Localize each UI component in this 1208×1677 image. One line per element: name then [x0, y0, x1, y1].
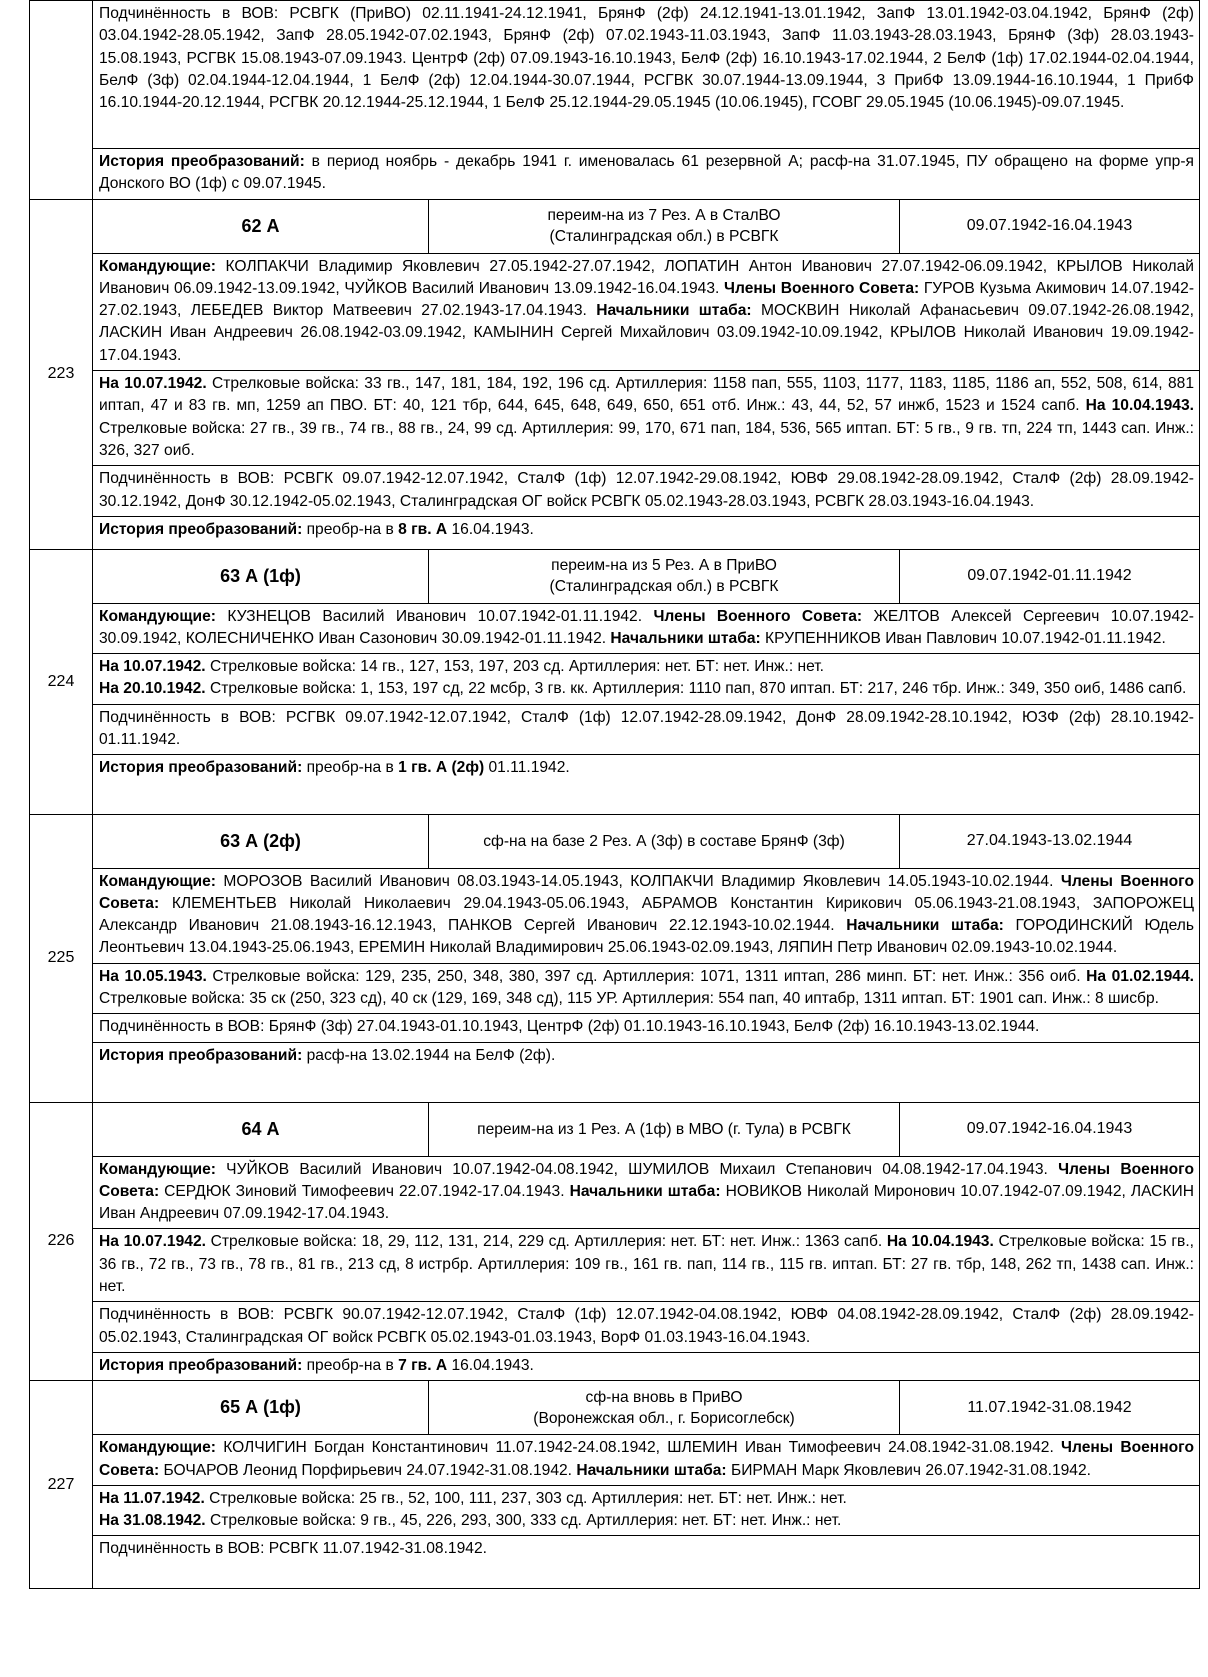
- army-origin: [429, 200, 900, 254]
- council-label: Члены Военного Совета:: [99, 872, 1194, 912]
- row-number: 223: [30, 199, 93, 549]
- subordination-text: Подчинённость в ВОВ: РСВГК (ПриВО) 02.11.1941-24.12.1941, БрянФ (2ф) 24.12.1941-13.01.1942, ЗапФ 13.01.1942-03.04.1942, БрянФ (2ф) 03.04.1942-28.05.1942, ЗапФ 28.05.1942-07.02.1943, БрянФ (2ф) 07.02.1943-11.03.1943, ЗапФ 11.03.1943-28.03.1943, БрянФ (3ф) 28.03.1943-15.08.1943, РСГВК 15.08.1943-07.09.1943. ЦентрФ (2ф) 07.09.1943-16.10.1943, БелФ (2ф) 16.10.1943-17.02.1944, 2 БелФ (1ф) 17.02.1944-02.04.1944, БелФ (3ф) 02.04.1944-12.04.1944, 1 БелФ (2ф) 12.04.1944-30.07.1944, РСГВК 30.07.1944-13.09.1944, 3 ПрибФ 13.09.1944-16.10.1944, 1 ПрибФ 16.10.1944-20.12.1944, РСГВК 20.12.1944-25.12.1944, 1 БелФ 25.12.1944-29.05.1945 (10.06.1945), ГСОВГ 29.05.1945 (10.06.1945)-09.07.1945.: [93, 1, 1199, 149]
- staff-label: Начальники штаба:: [596, 302, 752, 320]
- army-origin: [429, 1381, 900, 1435]
- composition-value: Стрелковые войска: 1, 153, 197 сд, 22 мсбр, 3 гв. кк. Артиллерия: 1110 пап, 870 иптап. БТ: 217, 246 тбр. Инж.: 349, 350 оиб, 1486 сапб.: [205, 680, 1187, 698]
- history-text: [93, 149, 1199, 199]
- staff-value: ГОРОДИНСКИЙ Юдель Леонтьевич 13.04.1943-25.06.1943, ЕРЕМИН Николай Владимирович 25.06.1943-02.09.1943, ЛЯПИН Петр Иванович 02.09.1943-10.02.1944.: [99, 917, 1195, 957]
- row-body: [93, 1102, 1200, 1381]
- staff-value: НОВИКОВ Николай Миронович 10.07.1942-07.09.1942, ЛАСКИН Иван Андреевич 07.09.1942-17.04.1943.: [99, 1182, 1194, 1223]
- commanders-value: КОЛПАКЧИ Владимир Яковлевич 27.05.1942-27.07.1942, ЛОПАТИН Антон Иванович 27.07.1942-06.09.1942, КРЫЛОВ Николай Иванович 06.09.1942-13.09.1942, ЧУЙКОВ Василий Иванович 13.09.1942-16.04.1943.: [99, 257, 1194, 297]
- commanders-text: [93, 869, 1199, 964]
- composition-value: Стрелковые войска: 129, 235, 250, 348, 380, 397 сд. Артиллерия: 1071, 1311 иптап, 286 минп. БТ: нет. Инж.: 356 оиб.: [206, 967, 1087, 985]
- army-origin-line: (Сталинградская обл.) в РСВГК: [549, 578, 779, 596]
- staff-label: Начальники штаба:: [846, 917, 1004, 935]
- army-header: [93, 815, 1199, 869]
- history-text: [93, 755, 1199, 782]
- army-dates: 09.07.1942-16.04.1943: [966, 217, 1133, 235]
- history-target: 7 гв. А: [398, 1356, 448, 1374]
- staff-label: Начальники штаба:: [576, 1461, 727, 1479]
- army-origin-line: переим-на из 7 Рез. А в СталВО: [547, 207, 781, 225]
- army-dates: 27.04.1943-13.02.1944: [966, 832, 1133, 850]
- table-row: [30, 1381, 1200, 1589]
- army-origin-line: переим-на из 1 Рез. А (1ф) в МВО (г. Тула) в РСВГК: [477, 1120, 851, 1138]
- subordination-text: Подчинённость в ВОВ: РСГВК 09.07.1942-12.07.1942, СталФ (1ф) 12.07.1942-28.09.1942, ДонФ 28.09.1942-28.10.1942, ЮЗФ (2ф) 28.10.1942-01.11.1942.: [93, 705, 1199, 756]
- subordination-text: Подчинённость в ВОВ: РСВГК 90.07.1942-12.07.1942, СталФ (1ф) 12.07.1942-04.08.1942, ЮВФ 04.08.1942-28.09.1942, СталФ (2ф) 28.09.1942-05.02.1943, Сталинградская ОГ войск РСВГК 05.02.1943-01.03.1943, ВорФ 01.03.1943-16.04.1943.: [93, 1302, 1199, 1353]
- army-name: 65 А (1ф): [93, 1381, 429, 1435]
- composition-value: Стрелковые войска: 33 гв., 147, 181, 184, 192, 196 сд. Артиллерия: 1158 пап, 555, 1103, 1177, 1183, 1185, 1186 ап, 552, 508, 614, 881 иптап, 47 и 83 гв. мп, 1259 ап ПВО. БТ: 40, 121 тбр, 644, 645, 648, 649, 650, 651 отб. Инж.: 43, 44, 52, 57 инжб, 1523 и 1524 сапб.: [99, 375, 1194, 415]
- row-body: [93, 199, 1200, 549]
- commanders-text: [93, 254, 1199, 371]
- composition-line: [99, 1510, 1194, 1532]
- composition-value: Стрелковые войска: 15 гв., 36 гв., 72 гв., 73 гв., 78 гв., 81 гв., 213 сд, 8 истрбр. Артиллерия: 109 гв., 161 гв. пап, 114 гв., 115 гв. иптап. БТ: 27 гв. тбр, 148, 262 тп, 1438 сап. Инж.: нет.: [99, 1233, 1195, 1296]
- history-value: 16.04.1943.: [447, 1356, 534, 1374]
- council-value: КЛЕМЕНТЬЕВ Николай Николаевич 29.04.1943-05.06.1943, АБРАМОВ Константин Кирикович 05.06.1943-21.08.1943, ЗАПОРОЖЕЦ Александр Иванович 21.08.1943-16.12.1943, ПАНКОВ Сергей Иванович 22.12.1943-10.02.1944.: [99, 894, 1194, 935]
- commanders-text: [93, 1157, 1199, 1230]
- commanders-label: Командующие:: [99, 1160, 216, 1178]
- council-label: Члены Военного Совета:: [653, 607, 863, 625]
- army-origin-line: (Сталинградская обл.) в РСВГК: [549, 228, 779, 246]
- army-origin-line: сф-на вновь в ПриВО: [585, 1388, 743, 1406]
- history-text: [93, 517, 1199, 544]
- table-row: [30, 1102, 1200, 1381]
- row-number: 225: [30, 814, 93, 1102]
- army-name: 63 А (1ф): [93, 550, 429, 604]
- row-body: [93, 814, 1200, 1102]
- history-value: 16.04.1943.: [447, 520, 534, 538]
- history-target: 1 гв. А (2ф): [398, 759, 485, 777]
- army-name: 63 А (2ф): [93, 815, 429, 869]
- row-number: 227: [30, 1381, 93, 1589]
- commanders-label: Командующие:: [99, 607, 216, 625]
- history-value: 01.11.1942.: [484, 759, 570, 777]
- row-number-cell: [30, 1, 93, 200]
- row-body: [93, 1, 1200, 200]
- composition-value: Стрелковые войска: 14 гв., 127, 153, 197, 203 сд. Артиллерия: нет. БТ: нет. Инж.: нет.: [205, 658, 824, 676]
- army-header: [93, 200, 1199, 254]
- composition-date: На 01.02.1944.: [1086, 967, 1194, 985]
- history-value: в период ноябрь - декабрь 1941 г. именовалась 61 резервной А; расф-на 31.07.1945, ПУ обращено на форме упр-я Донского ВО (1ф) с 09.07.1945.: [99, 153, 1194, 193]
- table-row: [30, 199, 1200, 549]
- composition-text: [93, 1229, 1199, 1302]
- composition-value: Стрелковые войска: 35 ск (250, 323 сд), 40 ск (129, 169, 348 сд), 115 УР. Артиллерия: 554 пап, 40 иптабр, 1311 иптап. БТ: 1901 сап. Инж.: 8 шисбр.: [99, 990, 1159, 1008]
- commanders-label: Командующие:: [99, 257, 216, 275]
- composition-date: На 20.10.1942.: [99, 680, 206, 698]
- army-dates: 11.07.1942-31.08.1942: [967, 1398, 1132, 1416]
- composition-text: [93, 654, 1199, 705]
- composition-text: [93, 1486, 1199, 1537]
- army-origin-line: переим-на из 5 Рез. А в ПриВО: [551, 557, 777, 575]
- staff-value: БИРМАН Марк Яковлевич 26.07.1942-31.08.1942.: [726, 1461, 1091, 1479]
- history-target: 8 гв. А: [398, 520, 448, 538]
- history-value: преобр-на в: [302, 1356, 399, 1374]
- table-row: [30, 1, 1200, 200]
- row-body: [93, 549, 1200, 814]
- commanders-label: Командующие:: [99, 872, 216, 890]
- commanders-value: КУЗНЕЦОВ Василий Иванович 10.07.1942-01.11.1942.: [215, 607, 654, 625]
- army-origin: [429, 815, 900, 869]
- subordination-text: Подчинённость в ВОВ: РСВГК 11.07.1942-31.08.1942.: [99, 1540, 487, 1558]
- army-name: 62 А: [93, 200, 429, 254]
- commanders-text: [93, 604, 1199, 655]
- composition-line: [99, 1488, 1194, 1510]
- table-row: [30, 814, 1200, 1102]
- history-label: История преобразований:: [99, 1356, 303, 1374]
- staff-label: Начальники штаба:: [569, 1182, 721, 1200]
- council-label: Члены Военного Совета:: [724, 279, 920, 297]
- army-origin: [429, 1103, 900, 1157]
- document-page: [29, 0, 1197, 1589]
- commanders-value: КОЛЧИГИН Богдан Константинович 11.07.1942-24.08.1942, ШЛЕМИН Иван Тимофеевич 24.08.1942-31.08.1942.: [215, 1439, 1062, 1457]
- council-value: БОЧАРОВ Леонид Порфирьевич 24.07.1942-31.08.1942.: [159, 1461, 577, 1479]
- history-text: [93, 1043, 1199, 1070]
- council-value: СЕРДЮК Зиновий Тимофеевич 22.07.1942-17.04.1943.: [159, 1182, 570, 1200]
- history-label: История преобразований:: [99, 1046, 303, 1064]
- commanders-label: Командующие:: [99, 1439, 216, 1457]
- history-label: История преобразований:: [99, 759, 303, 777]
- composition-date: На 31.08.1942.: [99, 1512, 206, 1530]
- history-value: преобр-на в: [302, 759, 399, 777]
- army-dates: 09.07.1942-01.11.1942: [967, 567, 1132, 585]
- composition-line: [99, 656, 1194, 678]
- army-header: [93, 550, 1199, 604]
- army-origin-line: сф-на на базе 2 Рез. А (3ф) в составе БрянФ (3ф): [483, 832, 845, 850]
- armies-table: [29, 0, 1200, 1589]
- army-header: [93, 1103, 1199, 1157]
- composition-date: На 10.07.1942.: [99, 658, 206, 676]
- commanders-value: МОРОЗОВ Василий Иванович 08.03.1943-14.05.1943, КОЛПАКЧИ Владимир Яковлевич 14.05.1943-10.02.1944.: [215, 872, 1061, 890]
- composition-date: На 10.04.1943.: [1085, 397, 1194, 415]
- army-dates: 09.07.1942-16.04.1943: [966, 1120, 1133, 1138]
- subordination-text: Подчинённость в ВОВ: РСВГК 09.07.1942-12.07.1942, СталФ (1ф) 12.07.1942-29.08.1942, ЮВФ 29.08.1942-28.09.1942, СталФ (2ф) 28.09.1942-30.12.1942, ДонФ 30.12.1942-05.02.1943, Сталинградская ОГ войск РСВГК 05.02.1943-28.03.1943, РСВГК 28.03.1943-16.04.1943.: [93, 466, 1199, 517]
- council-label: Члены Военного Совета:: [99, 1439, 1194, 1479]
- history-text: [93, 1353, 1199, 1380]
- table-row: [30, 549, 1200, 814]
- subordination-text: Подчинённость в ВОВ: БрянФ (3ф) 27.04.1943-01.10.1943, ЦентрФ (2ф) 01.10.1943-16.10.1943, БелФ (2ф) 16.10.1943-13.02.1944.: [93, 1014, 1199, 1042]
- composition-value: Стрелковые войска: 25 гв., 52, 100, 111, 237, 303 сд. Артиллерия: нет. БТ: нет. Инж.: нет.: [204, 1489, 847, 1507]
- council-value: ГУРОВ Кузьма Акимович 14.07.1942-27.02.1943, ЛЕБЕДЕВ Виктор Матвеевич 27.02.1943-17.04.1943.: [99, 279, 1195, 320]
- row-body: [93, 1381, 1200, 1589]
- composition-date: На 11.07.1942.: [99, 1489, 205, 1507]
- composition-value: Стрелковые войска: 18, 29, 112, 131, 214, 229 сд. Артиллерия: нет. БТ: нет. Инж.: 1363 сапб.: [205, 1233, 887, 1251]
- staff-value: МОСКВИН Николай Афанасьевич 09.07.1942-26.08.1942, ЛАСКИН Иван Андреевич 26.08.1942-03.09.1942, КАМЫНИН Сергей Михайлович 03.09.1942-10.09.1942, КРЫЛОВ Николай Иванович 19.09.1942-17.04.1943.: [99, 302, 1195, 364]
- army-origin-line: (Воронежская обл., г. Борисоглебск): [533, 1409, 795, 1427]
- council-label: Члены Военного Совета:: [99, 1160, 1194, 1200]
- army-origin: [429, 550, 900, 604]
- history-label: История преобразований:: [99, 153, 305, 170]
- composition-date: На 10.04.1943.: [886, 1233, 994, 1251]
- history-value: преобр-на в: [302, 520, 399, 538]
- row-number: 224: [30, 549, 93, 814]
- army-name: 64 А: [93, 1103, 429, 1157]
- row-number: 226: [30, 1102, 93, 1381]
- staff-label: Начальники штаба:: [610, 629, 761, 647]
- composition-date: На 10.05.1943.: [99, 967, 207, 985]
- history-value: расф-на 13.02.1944 на БелФ (2ф).: [302, 1046, 556, 1064]
- history-label: История преобразований:: [99, 520, 303, 538]
- commanders-value: ЧУЙКОВ Василий Иванович 10.07.1942-04.08.1942, ШУМИЛОВ Михаил Степанович 04.08.1942-17.04.1943.: [215, 1160, 1059, 1178]
- composition-line: [99, 678, 1194, 700]
- composition-date: На 10.07.1942.: [99, 1233, 206, 1251]
- composition-date: На 10.07.1942.: [99, 375, 207, 393]
- composition-value: Стрелковые войска: 9 гв., 45, 226, 293, 300, 333 сд. Артиллерия: нет. БТ: нет. Инж.: нет.: [205, 1512, 842, 1530]
- army-header: [93, 1381, 1199, 1435]
- composition-text: [93, 964, 1199, 1015]
- council-value: ЖЕЛТОВ Алексей Сергеевич 10.07.1942-30.09.1942, КОЛЕСНИЧЕНКО Иван Сазонович 30.09.1942-01.11.1942.: [99, 607, 1194, 647]
- commanders-text: [93, 1435, 1199, 1486]
- staff-value: КРУПЕННИКОВ Иван Павлович 10.07.1942-01.11.1942.: [760, 629, 1166, 647]
- composition-value: Стрелковые войска: 27 гв., 39 гв., 74 гв., 88 гв., 24, 99 сд. Артиллерия: 99, 170, 671 пап, 184, 536, 565 иптап. БТ: 5 гв., 9 гв. тп, 224 тп, 1443 сап. Инж.: 326, 327 оиб.: [99, 419, 1194, 459]
- composition-text: [93, 371, 1199, 466]
